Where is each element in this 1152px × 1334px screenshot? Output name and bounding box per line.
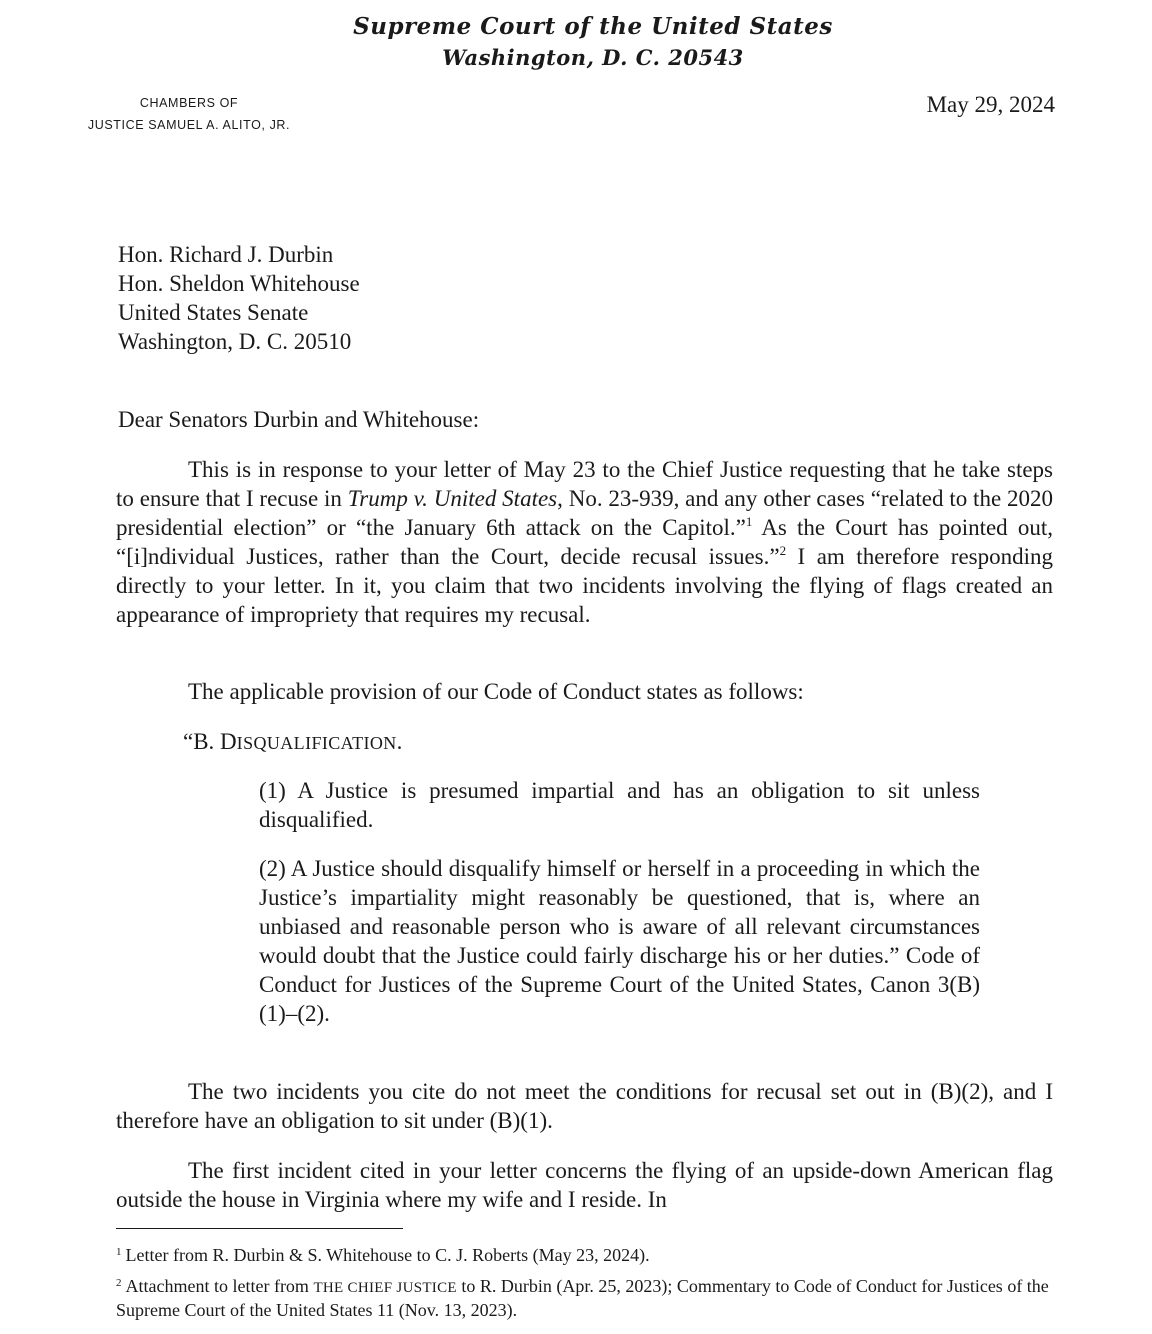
quote-heading-suffix: .: [396, 729, 403, 754]
case-name: Trump v. United States: [347, 486, 558, 511]
footnote-ref-1: 1: [745, 514, 753, 529]
chambers-label: CHAMBERS OF: [139, 96, 239, 110]
paragraph-text: This is in response to your letter of May 23 to the Chief Justice requesting that he take steps to ensure that I recuse in: [116, 457, 1053, 511]
letter-date: May 29, 2024: [926, 92, 1055, 117]
addressee-line: Washington, D. C. 20510: [118, 329, 352, 354]
addressee-block: [118, 240, 360, 356]
paragraph-text: , No. 23-939, and any other cases “related to the 2020 presidential election” or “the January 6th attack on the Capitol.”: [116, 486, 1053, 540]
addressee-line: United States Senate: [118, 300, 309, 325]
chambers-block: [60, 92, 318, 136]
footnote-mark: 1: [116, 1246, 122, 1258]
letterhead-address: Washington, D. C. 20543: [442, 45, 744, 70]
footnote-1: [116, 1244, 1053, 1266]
addressee-line: Hon. Richard J. Durbin: [118, 242, 334, 267]
footnote-mark: 2: [116, 1277, 122, 1289]
body-paragraph-provision-intro: The applicable provision of our Code of Conduct states as follows:: [188, 679, 804, 704]
quote-heading-smallcaps: ISQUALIFICATION: [236, 733, 397, 753]
addressee-line: Hon. Sheldon Whitehouse: [118, 271, 360, 296]
chambers-justice-name: JUSTICE SAMUEL A. ALITO, JR.: [87, 118, 291, 132]
footnote-text: Attachment to letter from: [125, 1276, 314, 1296]
quote-heading-prefix: “B. D: [183, 729, 237, 754]
footnote-smallcaps: THE CHIEF JUSTICE: [313, 1280, 457, 1296]
footnote-ref-2: 2: [779, 543, 787, 558]
footnote-text: Letter from R. Durbin & S. Whitehouse to C. J. Roberts (May 23, 2024).: [125, 1245, 650, 1265]
letterhead: [0, 12, 1152, 74]
block-quote-1: (1) A Justice is presumed impartial and has an obligation to sit unless disqualified.: [259, 778, 980, 832]
letterhead-court-name: Supreme Court of the United States: [353, 13, 833, 40]
body-paragraph-response: [116, 455, 1053, 629]
salutation: Dear Senators Durbin and Whitehouse:: [118, 407, 480, 432]
paragraph-text: As the Court has pointed out, “[i]ndividual Justices, rather than the Court, decide recusal issues.”: [116, 515, 1053, 569]
body-paragraph-first-incident: The first incident cited in your letter concerns the flying of an upside-down American flag outside the house in Virginia where my wife and I reside. In: [116, 1158, 1053, 1212]
footnote-divider: [116, 1228, 403, 1229]
footnote-2: [116, 1275, 1053, 1321]
block-quote-2: (2) A Justice should disqualify himself or herself in a proceeding in which the Justice’s impartiality might reasonably be questioned, that is, where an unbiased and reasonable person who is aware of all relevant circumstances would doubt that the Justice could fairly discharge his or her duties.” Code of Conduct for Justices of the Supreme Court of the United States, Canon 3(B)(1)–(2).: [259, 856, 980, 1026]
paragraph-text: I am therefore responding directly to your letter. In it, you claim that two incidents involving the flying of flags created an appearance of impropriety that requires my recusal.: [116, 544, 1053, 627]
quote-heading: [183, 727, 983, 758]
footnote-text: to R. Durbin (Apr. 25, 2023); Commentary to Code of Conduct for Justices of the Supreme Court of the United States 11 (Nov. 13, 2023).: [116, 1276, 1049, 1320]
body-paragraph-conclusion: The two incidents you cite do not meet the conditions for recusal set out in (B)(2), and I therefore have an obligation to sit under (B)(1).: [116, 1079, 1053, 1133]
